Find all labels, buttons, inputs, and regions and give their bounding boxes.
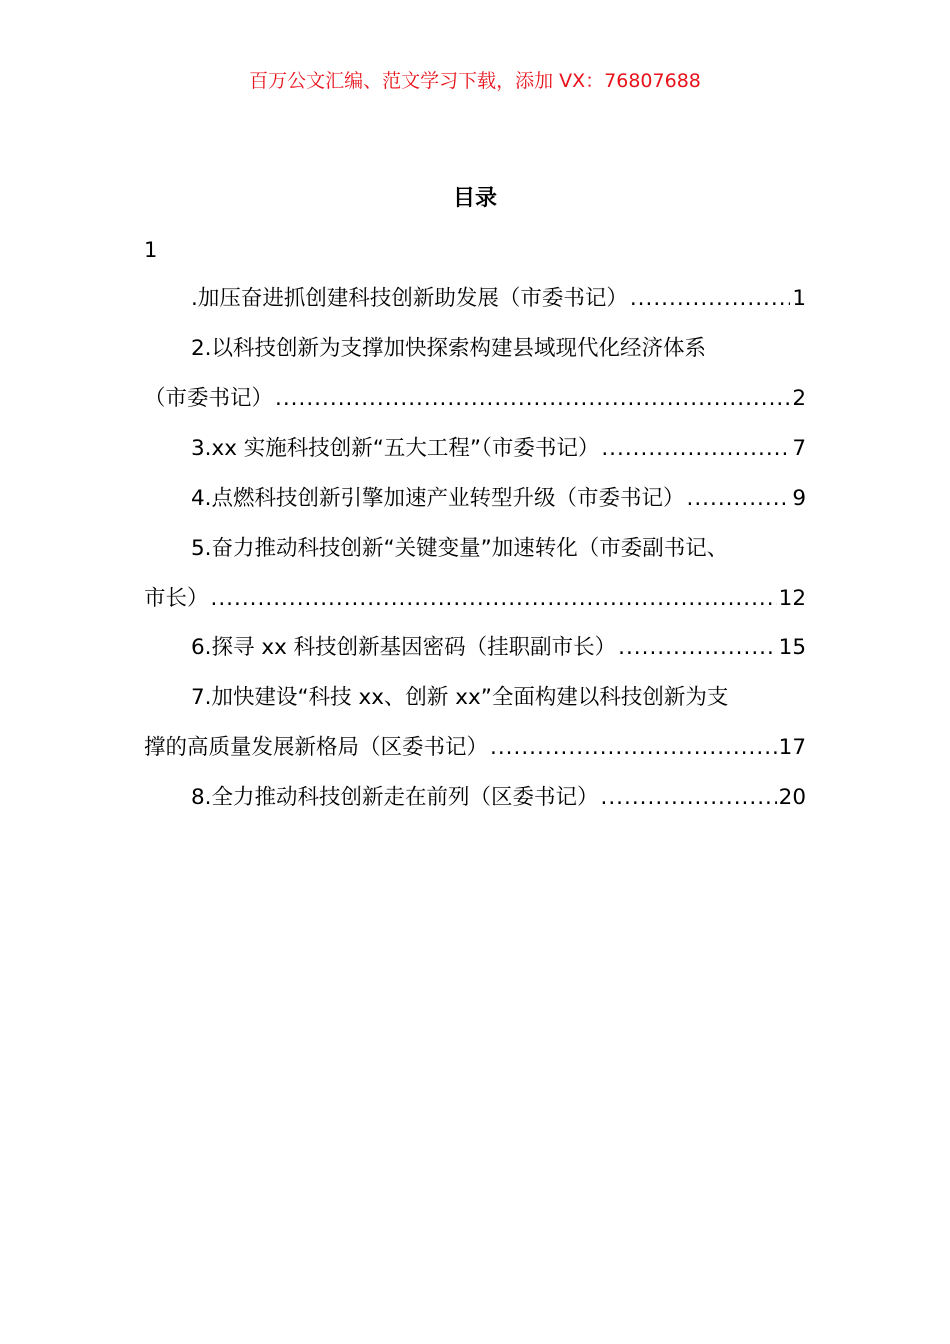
toc-entry-title: 4.点燃科技创新引擎加速产业转型升级（市委书记） (191, 486, 685, 511)
toc-dot-leader (275, 382, 790, 416)
toc-entry-page: 7 (792, 436, 806, 461)
toc-entry-3[interactable] (191, 432, 806, 466)
toc-entry-title: .加压奋进抓创建科技创新助发展（市委书记） (191, 286, 628, 311)
toc-entry-page: 1 (792, 286, 806, 311)
toc-dot-leader (211, 582, 777, 616)
toc-entry-1[interactable] (191, 282, 806, 316)
toc-entry-title-continued: （市委书记） (144, 386, 274, 411)
toc-entry-page: 2 (792, 386, 806, 411)
toc-entry-page: 17 (778, 735, 806, 760)
toc-entry-page: 9 (792, 486, 806, 511)
toc-entry-page: 15 (778, 635, 806, 660)
toc-entry-5-continued[interactable] (144, 582, 806, 616)
toc-entry-7-continued[interactable] (144, 731, 806, 765)
toc-entry-2-continued[interactable] (144, 382, 806, 416)
toc-dot-leader (630, 282, 790, 316)
toc-entry-4[interactable] (191, 482, 806, 516)
toc-title: 目录 (452, 186, 497, 211)
toc-entry-2[interactable] (191, 332, 811, 366)
toc-dot-leader (601, 781, 777, 815)
toc-entry-title-continued: 市长） (144, 586, 209, 611)
toc-section-number: 1 (144, 238, 158, 262)
toc-entry-5[interactable] (191, 532, 821, 566)
toc-entry-6[interactable] (191, 631, 806, 665)
toc-dot-leader (687, 482, 791, 516)
toc-entry-title: 5.奋力推动科技创新“关键变量”加速转化（市委副书记、 (191, 536, 729, 561)
toc-dot-leader (601, 432, 790, 466)
toc-entry-title: 3.xx 实施科技创新“五大工程”（市委书记） (191, 436, 600, 461)
header-banner: 百万公文汇编、范文学习下载，添加 VX：76807688 (249, 70, 701, 92)
toc-dot-leader (490, 731, 777, 765)
toc-entry-title: 2.以科技创新为支撑加快探索构建县域现代化经济体系 (191, 336, 707, 361)
toc-dot-leader (618, 631, 777, 665)
toc-entry-title-continued: 撑的高质量发展新格局（区委书记） (144, 735, 489, 760)
toc-entry-7[interactable] (191, 681, 811, 715)
toc-entry-title: 6.探寻 xx 科技创新基因密码（挂职副市长） (191, 635, 617, 660)
toc-entry-title: 7.加快建设“科技 xx、创新 xx”全面构建以科技创新为支 (191, 685, 729, 710)
toc-entry-page: 20 (778, 785, 806, 810)
toc-entry-8[interactable] (191, 781, 806, 815)
toc-entry-page: 12 (778, 586, 806, 611)
toc-entry-title: 8.全力推动科技创新走在前列（区委书记） (191, 785, 599, 810)
